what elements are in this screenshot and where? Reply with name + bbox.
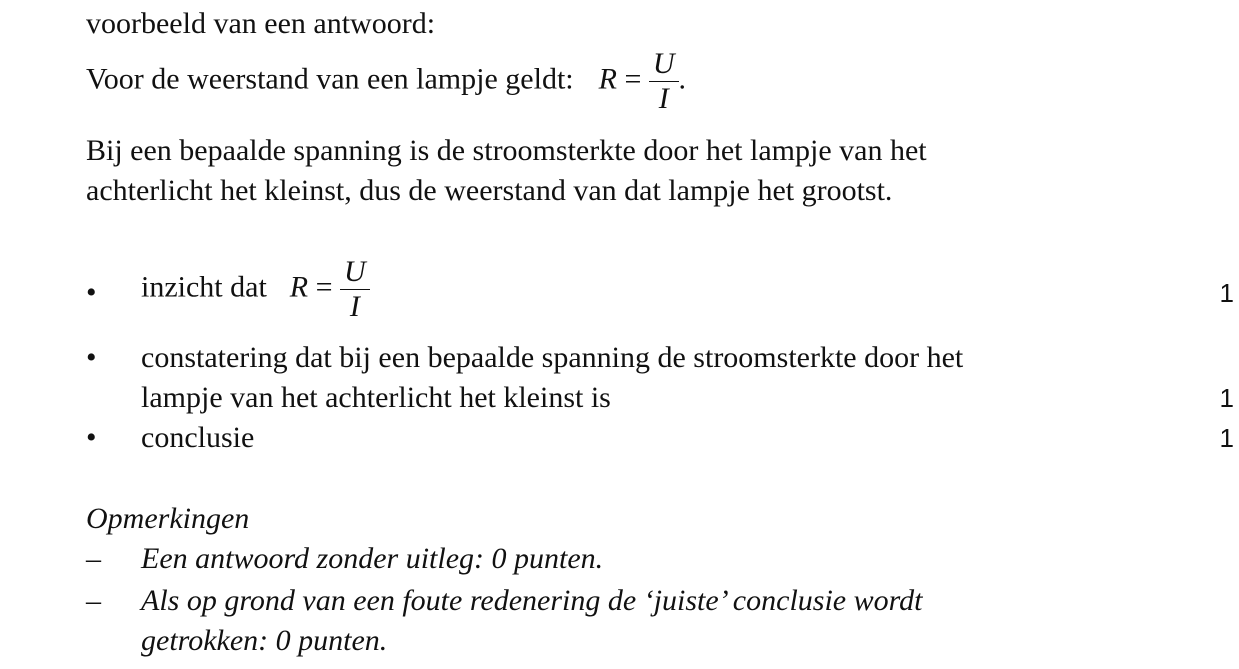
criterion-1-fraction bbox=[340, 255, 370, 324]
formula-equals: = bbox=[624, 62, 642, 96]
formula-fraction bbox=[649, 47, 679, 116]
remark-1: Een antwoord zonder uitleg: 0 punten. bbox=[141, 542, 604, 575]
remark-2-dash: – bbox=[86, 584, 101, 617]
formula-sentence bbox=[86, 47, 686, 116]
formula-numerator: U bbox=[652, 47, 675, 80]
remarks-heading: Opmerkingen bbox=[86, 502, 250, 535]
intro-text: voorbeeld van een antwoord: bbox=[86, 7, 436, 40]
criterion-1-denominator: I bbox=[349, 290, 360, 323]
remark-2-line-1: Als op grond van een foute redenering de ‘juiste’ conclusie wordt bbox=[141, 584, 923, 617]
criterion-2-line-2: lampje van het achterlicht het kleinst is bbox=[141, 381, 611, 414]
remark-1-dash: – bbox=[86, 542, 101, 575]
criterion-2-points: 1 bbox=[1219, 383, 1234, 413]
bullet-3: • bbox=[86, 421, 97, 454]
explanation-line-2: achterlicht het kleinst, dus de weerstand van dat lampje het grootst. bbox=[86, 174, 893, 207]
formula-prefix: Voor de weerstand van een lampje geldt: bbox=[86, 62, 574, 96]
criterion-1-text: inzicht dat bbox=[141, 270, 267, 304]
criterion-1-equals: = bbox=[315, 270, 333, 304]
criterion-1-numerator: U bbox=[344, 255, 366, 288]
criterion-1-points: 1 bbox=[1219, 278, 1234, 308]
formula-denominator: I bbox=[658, 82, 669, 115]
bullet-1: • bbox=[86, 276, 97, 309]
criterion-1-variable: R bbox=[289, 270, 309, 304]
explanation-line-1: Bij een bepaalde spanning is de stroomsterkte door het lampje van het bbox=[86, 134, 927, 167]
formula-variable: R bbox=[598, 62, 617, 96]
remark-2-line-2: getrokken: 0 punten. bbox=[141, 624, 388, 657]
formula-suffix: . bbox=[678, 62, 687, 96]
criterion-3: conclusie bbox=[141, 421, 255, 454]
criterion-1 bbox=[141, 255, 370, 324]
criterion-2-line-1: constatering dat bij een bepaalde spanning de stroomsterkte door het bbox=[141, 341, 964, 374]
criterion-3-points: 1 bbox=[1219, 423, 1234, 453]
bullet-2: • bbox=[86, 341, 97, 374]
